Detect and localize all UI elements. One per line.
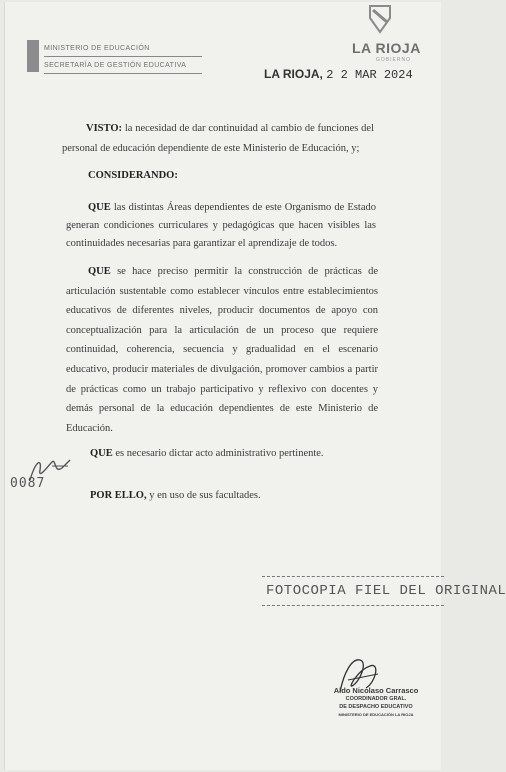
que1-label: QUE [88,202,111,213]
signatory-ministry: MINISTERIO DE EDUCACIÓN LA RIOJA [338,712,414,717]
que3-paragraph [90,444,380,464]
por-ello-text: y en uso de sus facultades. [149,490,261,501]
por-ello-label: POR ELLO, [90,490,147,501]
que3-label: QUE [90,448,113,459]
header-divider [44,56,202,57]
que1-paragraph [66,199,376,253]
que2-text: se hace preciso permitir la construcción de prácticas de articulación sustentable como establecer vínculos entre establecimientos educativos de diferentes niveles, producir documentos de apoyo con conceptualización para la articulación de un proceso que requiere continuidad, coherencia, secuencia y gradualidad en el escenario educativo, producir materiales de divulgación, promover cambios a partir de prácticas como un trabajo participativo y reflexivo con docentes y demás personal de la educación dependientes de este Ministerio de Educación. [66,266,378,434]
signatory-department: DE DESPACHO EDUCATIVO [339,704,413,710]
header-divider [44,73,202,74]
visto-label: VISTO: [86,123,122,134]
la-rioja-logo-icon [368,4,392,34]
ministry-header: MINISTERIO DE EDUCACIÓN [44,45,150,52]
que3-text: es necesario dictar acto administrativo pertinente. [115,448,324,459]
date-stamp: 2 2 MAR 2024 [326,68,413,82]
secretariat-header: SECRETARÍA DE GESTIÓN EDUCATIVA [44,62,187,69]
considerando-heading: CONSIDERANDO: [88,170,178,181]
que1-text: las distintas Áreas dependientes de este Organismo de Estado generan condiciones curriculares y pedagógicas que hacen visibles las continuidades necesarias para garantizar el aprendizaje de todos. [66,202,376,249]
visto-text: la necesidad de dar continuidad al cambio de funciones del personal de educación dependiente de este Ministerio de Educación, y; [62,123,375,154]
logo-subtext: GOBIERNO [376,57,411,63]
signatory-role: COORDINADOR GRAL. [345,696,407,702]
signatory-name: Aldo Nicolaso Carrasco [333,686,419,695]
header-bar [27,40,39,72]
logo-text: LA RIOJA [352,40,421,56]
date-city: LA RIOJA, [264,67,323,81]
margin-number: 0087 [10,476,46,491]
signature-block [318,686,434,719]
por-ello-paragraph [90,486,380,506]
que2-paragraph [66,262,378,438]
que2-label: QUE [88,266,111,277]
document-date [264,67,413,82]
certification-stamp: FOTOCOPIA FIEL DEL ORIGINAL [266,583,506,599]
visto-paragraph [62,119,374,159]
